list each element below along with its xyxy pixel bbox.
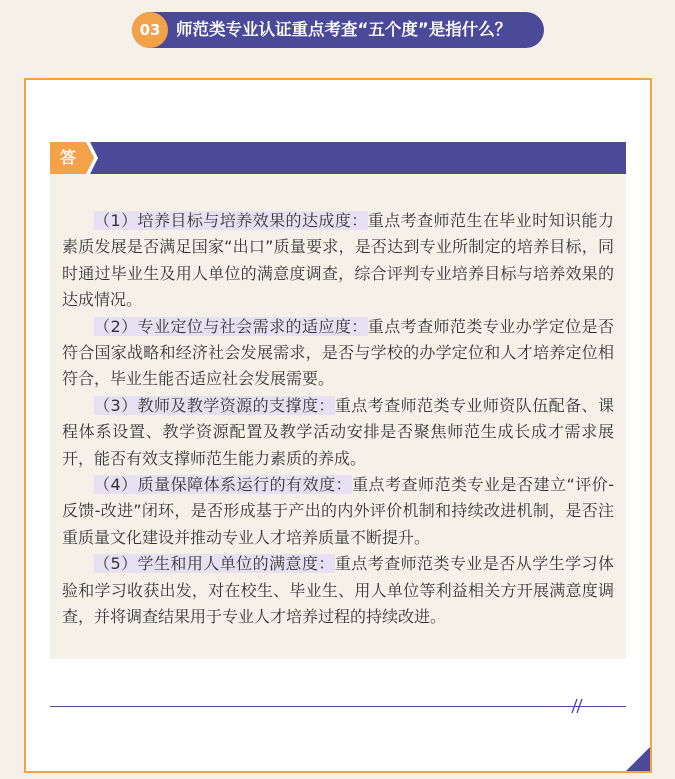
answer-bar: [50, 142, 626, 174]
paragraph-3: [62, 393, 614, 472]
paragraph-1: [62, 208, 614, 314]
bottom-divider: [50, 706, 626, 707]
paragraph-1-body: 重点考查师范生在毕业时知识能力素质发展是否满足国家“出口”质量要求，是否达到专业所制定的培养目标，同时通过毕业生及用人单位的满意度调查，综合评判专业培养目标与培养效果的达成情况。: [62, 211, 614, 310]
paragraph-2: [62, 314, 614, 393]
paragraph-4-body: 重点考查师范类专业是否建立“评价-反馈-改进”闭环，是否形成基于产出的内外评价机制和持续改进机制，是否注重质量文化建设并推动专业人才培养质量不断提升。: [62, 475, 614, 547]
paragraph-1-lead: （1）培养目标与培养效果的达成度：: [94, 211, 368, 230]
paragraph-3-body: 重点考查师范类专业师资队伍配备、课程体系设置、教学资源配置及教学活动安排是否聚焦师范生成长成才需求展开，能否有效支撑师范生能力素质的养成。: [62, 395, 614, 468]
paragraph-3-lead: （3）教师及教学资源的支撑度：: [94, 395, 335, 415]
paragraph-2-body: 重点考查师范类专业办学定位是否符合国家战略和经济社会发展需求，是否与学校的办学定位和人才培养定位相符合，毕业生能否适应社会发展需要。: [62, 316, 614, 389]
paragraph-5: [62, 551, 614, 630]
paragraph-2-lead: （2）专业定位与社会需求的适应度：: [94, 316, 368, 336]
answer-content: [50, 174, 626, 659]
answer-card: [24, 78, 652, 773]
section-title: 师范类专业认证重点考查“五个度”是指什么？: [176, 20, 512, 39]
paragraph-5-lead: （5）学生和用人单位的满意度：: [94, 554, 335, 574]
answer-bar-background: [50, 142, 626, 174]
corner-triangle-decoration: [626, 747, 650, 771]
section-number-badge: 03: [132, 12, 168, 48]
paragraph-5-body: 重点考查师范类专业是否从学生学习体验和学习收获出发，对在校生、毕业生、用人单位等利益相关方开展满意度调查，并将调查结果用于专业人才培养过程的持续改进。: [62, 554, 614, 627]
answer-label: 答: [59, 148, 76, 167]
paragraph-4: [62, 472, 614, 551]
section-header: [132, 12, 544, 48]
paragraph-4-lead: （4）质量保障体系运行的有效度：: [94, 475, 353, 495]
double-slash-icon: [566, 698, 586, 714]
